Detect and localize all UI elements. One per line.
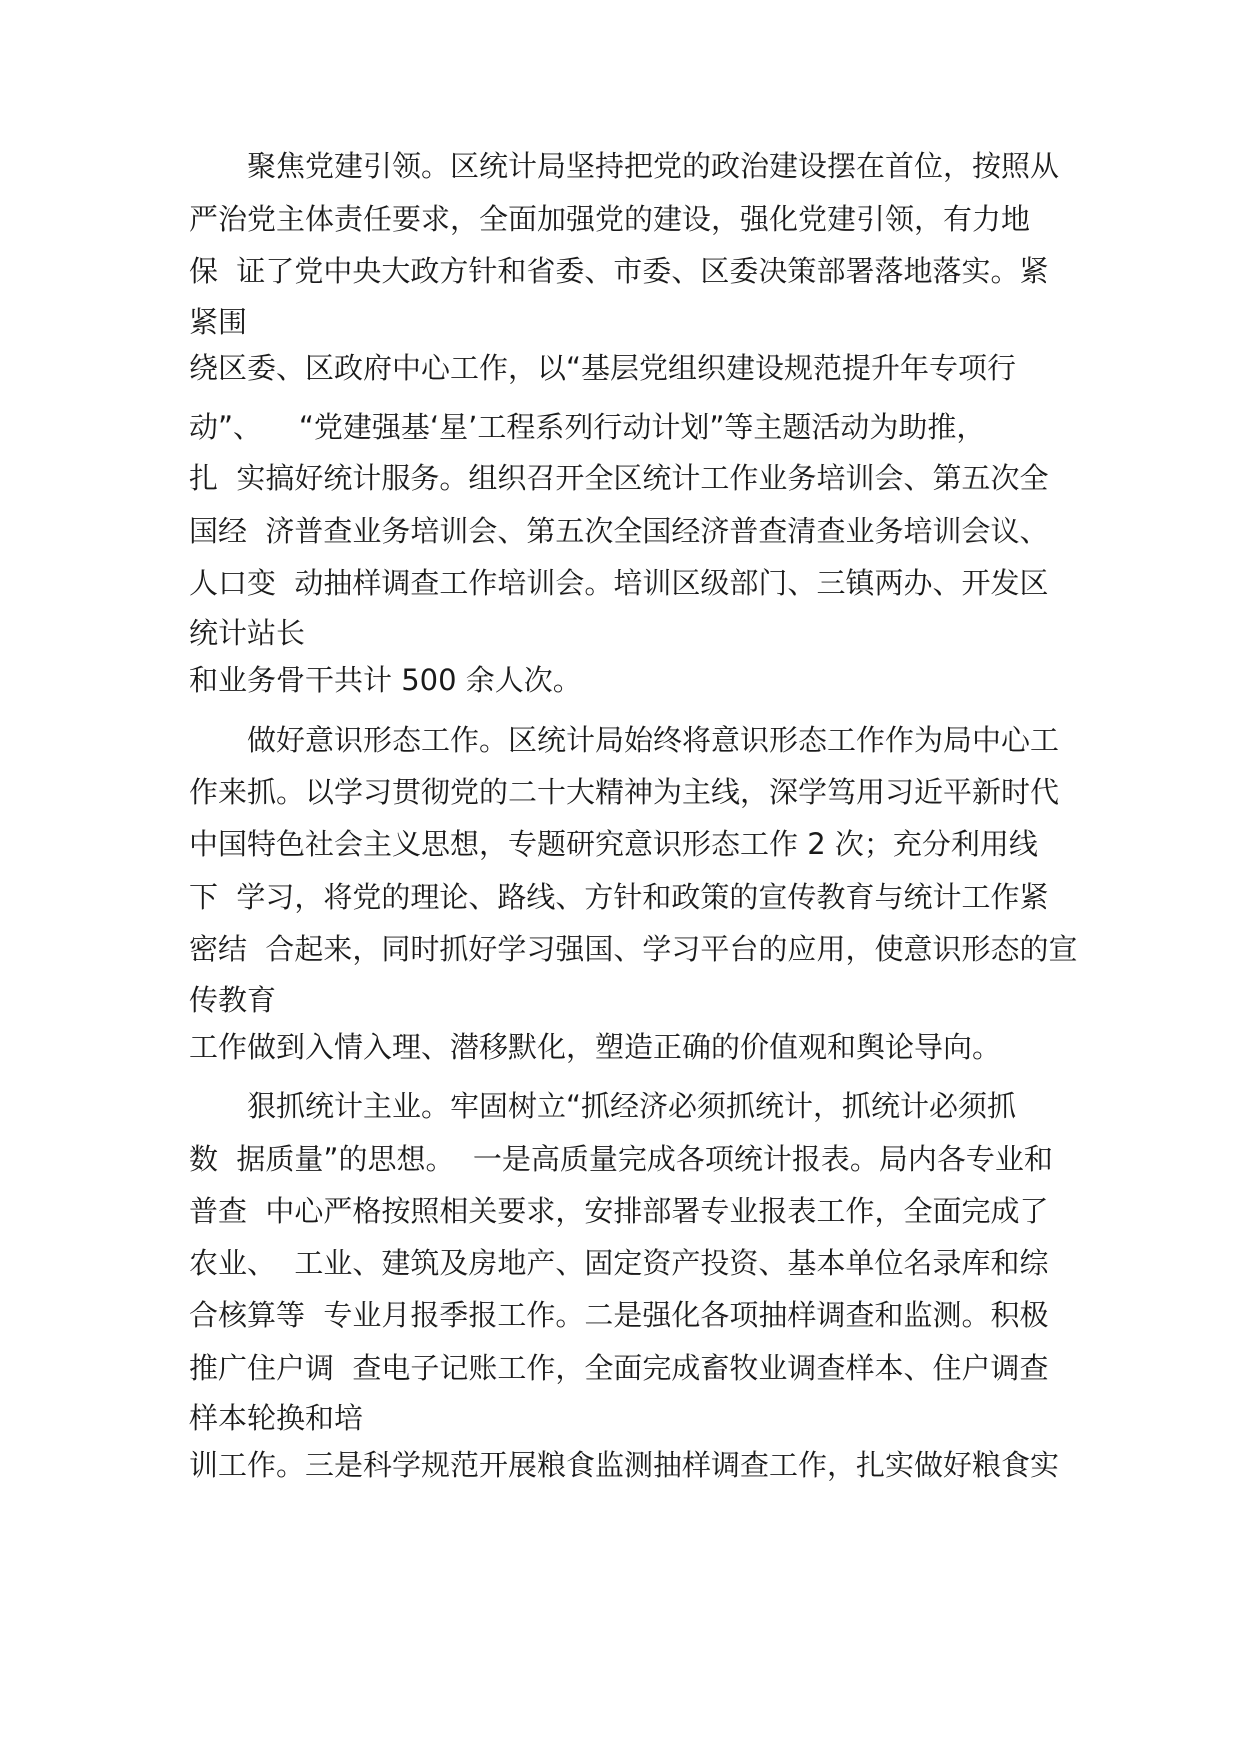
text-line: 紧围 <box>189 305 248 339</box>
text-line: 密结 合起来，同时抓好学习强国、学习平台的应用，使意识形态的宣 <box>189 932 1078 966</box>
text-line: 下 学习，将党的理论、路线、方针和政策的宣传教育与统计工作紧 <box>189 880 1049 914</box>
text-line: 普查 中心严格按照相关要求，安排部署专业报表工作，全面完成了 <box>189 1194 1049 1228</box>
text-line: 数 据质量”的思想。 一是高质量完成各项统计报表。局内各专业和 <box>189 1142 1053 1176</box>
text-line: 作来抓。以学习贯彻党的二十大精神为主线，深学笃用习近平新时代 <box>189 775 1060 809</box>
text-line: 合核算等 专业月报季报工作。二是强化各项抽样调查和监测。积极 <box>189 1298 1049 1332</box>
text-line: 农业、 工业、建筑及房地产、固定资产投资、基本单位名录库和综 <box>189 1246 1049 1280</box>
text-line: 做好意识形态工作。区统计局始终将意识形态工作作为局中心工 <box>189 723 1060 757</box>
text-line: 样本轮换和培 <box>189 1401 364 1435</box>
text-line: 和业务骨干共计 500 余人次。 <box>189 663 582 697</box>
text-line: 训工作。三是科学规范开展粮食监测抽样调查工作，扎实做好粮食实 <box>189 1448 1060 1482</box>
text-line: 绕区委、区政府中心工作，以“基层党组织建设规范提升年专项行 <box>189 351 1017 385</box>
text-line: 中国特色社会主义思想，专题研究意识形态工作 2 次；充分利用线 <box>189 827 1038 861</box>
text-line: 保 证了党中央大政方针和省委、市委、区委决策部署落地落实。紧 <box>189 254 1049 288</box>
text-line: 工作做到入情入理、潜移默化，塑造正确的价值观和舆论导向。 <box>189 1030 1002 1064</box>
text-line: 狠抓统计主业。牢固树立“抓经济必须抓统计，抓统计必须抓 <box>189 1089 1017 1123</box>
text-line: 动”、 “党建强基‘星’工程系列行动计划”等主题活动为助推， <box>189 410 986 444</box>
text-line: 人口变 动抽样调查工作培训会。培训区级部门、三镇两办、开发区 <box>189 566 1049 600</box>
text-line: 严治党主体责任要求，全面加强党的建设，强化党建引领，有力地 <box>189 202 1031 236</box>
text-line: 扎 实搞好统计服务。组织召开全区统计工作业务培训会、第五次全 <box>189 461 1049 495</box>
text-line: 统计站长 <box>189 616 306 650</box>
text-line: 国经 济普查业务培训会、第五次全国经济普查清查业务培训会议、 <box>189 514 1049 548</box>
text-line: 传教育 <box>189 983 277 1017</box>
text-line: 推广住户调 查电子记账工作，全面完成畜牧业调查样本、住户调查 <box>189 1351 1049 1385</box>
text-line: 聚焦党建引领。区统计局坚持把党的政治建设摆在首位，按照从 <box>189 149 1060 183</box>
